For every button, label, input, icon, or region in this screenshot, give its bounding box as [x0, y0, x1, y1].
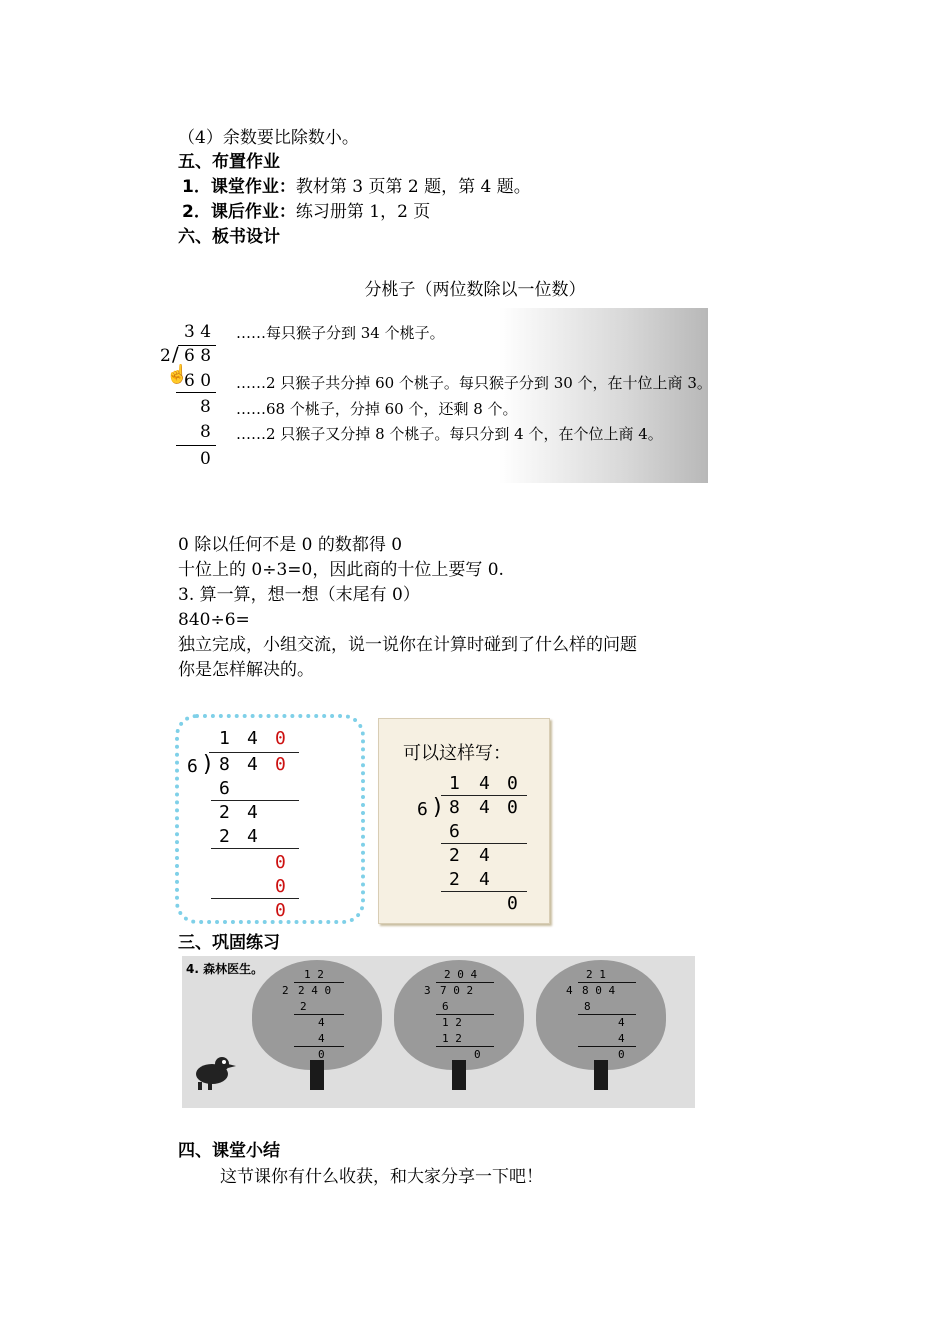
right-bracket: ) — [431, 795, 445, 820]
section-summary-heading: 四、课堂小结 — [178, 1141, 280, 1161]
board-step-2: 8 — [200, 397, 211, 417]
long-division-left-image — [175, 714, 365, 924]
left-step-4: 0 — [275, 852, 286, 873]
tree-3-divisor: 4 — [566, 984, 573, 997]
tree-3-step-4: 0 — [618, 1048, 625, 1061]
tree-2-rule-1 — [436, 1014, 494, 1015]
remainder-rule: （4）余数要比除数小。 — [178, 128, 359, 148]
tree-3-trunk — [594, 1060, 608, 1090]
tree-1-divisor: 2 — [282, 984, 289, 997]
board-divisor: 2 — [160, 346, 171, 366]
left-dividend-digit-2: 4 — [247, 754, 258, 775]
tree-1 — [252, 960, 382, 1085]
tree-1-step-4: 0 — [318, 1048, 325, 1061]
left-quotient-digit-3: 0 — [275, 728, 286, 749]
left-rule-2 — [211, 848, 299, 849]
exercise-3-problem: 840÷6= — [178, 610, 250, 630]
tree-1-bar — [294, 982, 344, 983]
tree-1-rule-2 — [294, 1046, 344, 1047]
tree-1-step-1: 2 — [300, 1000, 307, 1013]
tree-2-rule-2 — [436, 1046, 494, 1047]
tree-1-rule-1 — [294, 1014, 344, 1015]
section-board-heading: 六、板书设计 — [178, 227, 280, 247]
forest-doctor-image — [182, 956, 695, 1108]
right-dividend-digit-1: 8 — [449, 797, 460, 818]
tree-2-step-2: 1 2 — [442, 1016, 462, 1029]
tree-3-dividend: 8 0 4 — [582, 984, 616, 997]
tree-1-step-3: 4 — [318, 1032, 325, 1045]
right-quotient-digit-3: 0 — [507, 773, 518, 794]
long-division-right-image — [378, 718, 550, 924]
board-rule-1 — [176, 392, 216, 393]
tree-3-step-1: 8 — [584, 1000, 591, 1013]
section-homework-heading: 五、布置作业 — [178, 152, 280, 172]
left-step-2a: 2 — [219, 802, 230, 823]
board-note-2: ……2 只猴子共分掉 60 个桃子。每只猴子分到 30 个，在十位上商 3。 — [236, 374, 712, 392]
tree-2 — [394, 960, 524, 1085]
summary-text: 这节课你有什么收获，和大家分享一下吧！ — [220, 1167, 543, 1187]
tree-3-step-3: 4 — [618, 1032, 625, 1045]
tree-2-bar — [436, 982, 494, 983]
tree-2-step-3: 1 2 — [442, 1032, 462, 1045]
left-quotient-digit-2: 4 — [247, 728, 258, 749]
right-step-2b: 4 — [479, 845, 490, 866]
left-rule-1 — [211, 800, 299, 801]
homework-item-2-label: 2．课后作业： — [182, 202, 296, 222]
tree-3-bar — [578, 982, 636, 983]
homework-item-1-label: 1．课堂作业： — [182, 177, 296, 197]
homework-item-2 — [182, 201, 430, 223]
board-quotient: 3 4 — [184, 322, 212, 342]
homework-item-2-text: 练习册第 1，2 页 — [295, 202, 431, 222]
right-quotient-digit-1: 1 — [449, 773, 460, 794]
tree-2-divisor: 3 — [424, 984, 431, 997]
left-step-6: 0 — [275, 900, 286, 921]
right-division-bar — [441, 795, 527, 796]
board-title: 分桃子（两位数除以一位数） — [364, 280, 586, 300]
left-divisor: 6 — [187, 756, 198, 777]
tree-3-step-2: 4 — [618, 1016, 625, 1029]
board-note-3: ……68 个桃子，分掉 60 个，还剩 8 个。 — [236, 400, 518, 418]
right-divisor: 6 — [417, 799, 428, 820]
right-step-2a: 2 — [449, 845, 460, 866]
left-bracket: ) — [201, 752, 215, 777]
left-rule-3 — [211, 898, 299, 899]
tree-1-dividend: 2 4 0 — [298, 984, 332, 997]
tree-1-step-2: 4 — [318, 1016, 325, 1029]
tree-3-rule-2 — [578, 1046, 636, 1047]
left-dividend-digit-1: 8 — [219, 754, 230, 775]
left-step-3b: 4 — [247, 826, 258, 847]
right-rule-1 — [441, 843, 527, 844]
right-quotient-digit-2: 4 — [479, 773, 490, 794]
tree-1-quotient: 1 2 — [304, 968, 324, 981]
hand-pointer-icon: ☝ — [166, 364, 189, 385]
tree-2-quotient: 2 0 4 — [444, 968, 478, 981]
board-note-4: ……2 只猴子又分掉 8 个桃子。每只分到 4 个，在个位上商 4。 — [236, 425, 663, 443]
tree-3 — [536, 960, 666, 1085]
right-step-4: 0 — [507, 893, 518, 914]
board-step-3: 8 — [200, 422, 211, 442]
tree-1-trunk — [310, 1060, 324, 1090]
left-step-5: 0 — [275, 876, 286, 897]
right-dividend-digit-2: 4 — [479, 797, 490, 818]
left-dividend-digit-3: 0 — [275, 754, 286, 775]
left-step-2b: 4 — [247, 802, 258, 823]
exercise-3-title: 3. 算一算，想一想（末尾有 0） — [178, 585, 420, 605]
right-dividend-digit-3: 0 — [507, 797, 518, 818]
discussion-prompt-1: 独立完成，小组交流，说一说你在计算时碰到了什么样的问题 — [178, 635, 637, 655]
right-rule-2 — [441, 891, 527, 892]
discussion-prompt-2: 你是怎样解决的。 — [178, 660, 314, 680]
board-step-1: 6 0 — [184, 371, 212, 391]
right-heading: 可以这样写： — [403, 743, 511, 764]
tree-3-rule-1 — [578, 1014, 636, 1015]
woodpecker-icon — [188, 1044, 236, 1092]
board-step-4: 0 — [200, 449, 211, 469]
board-bracket: / — [172, 342, 179, 366]
board-design-image — [158, 308, 712, 483]
left-quotient-digit-1: 1 — [219, 728, 230, 749]
tree-3-quotient: 2 1 — [586, 968, 606, 981]
tree-2-dividend: 7 0 2 — [440, 984, 474, 997]
board-note-1: ……每只猴子分到 34 个桃子。 — [236, 324, 445, 342]
tens-digit-note: 十位上的 0÷3=0，因此商的十位上要写 0. — [178, 560, 504, 580]
board-dividend: 6 8 — [184, 346, 212, 366]
homework-item-1-text: 教材第 3 页第 2 题，第 4 题。 — [295, 177, 531, 197]
section-practice-heading: 三、巩固练习 — [178, 933, 280, 953]
left-step-3a: 2 — [219, 826, 230, 847]
right-step-3b: 4 — [479, 869, 490, 890]
forest-label: 4. 森林医生。 — [186, 962, 264, 976]
right-step-3a: 2 — [449, 869, 460, 890]
zero-division-rule: 0 除以任何不是 0 的数都得 0 — [178, 535, 403, 555]
tree-2-step-1: 6 — [442, 1000, 449, 1013]
tree-2-step-4: 0 — [474, 1048, 481, 1061]
left-division-bar — [209, 752, 299, 753]
tree-2-trunk — [452, 1060, 466, 1090]
right-step-1: 6 — [449, 821, 460, 842]
left-step-1: 6 — [219, 778, 230, 799]
homework-item-1 — [182, 176, 531, 198]
board-rule-2 — [176, 445, 216, 446]
